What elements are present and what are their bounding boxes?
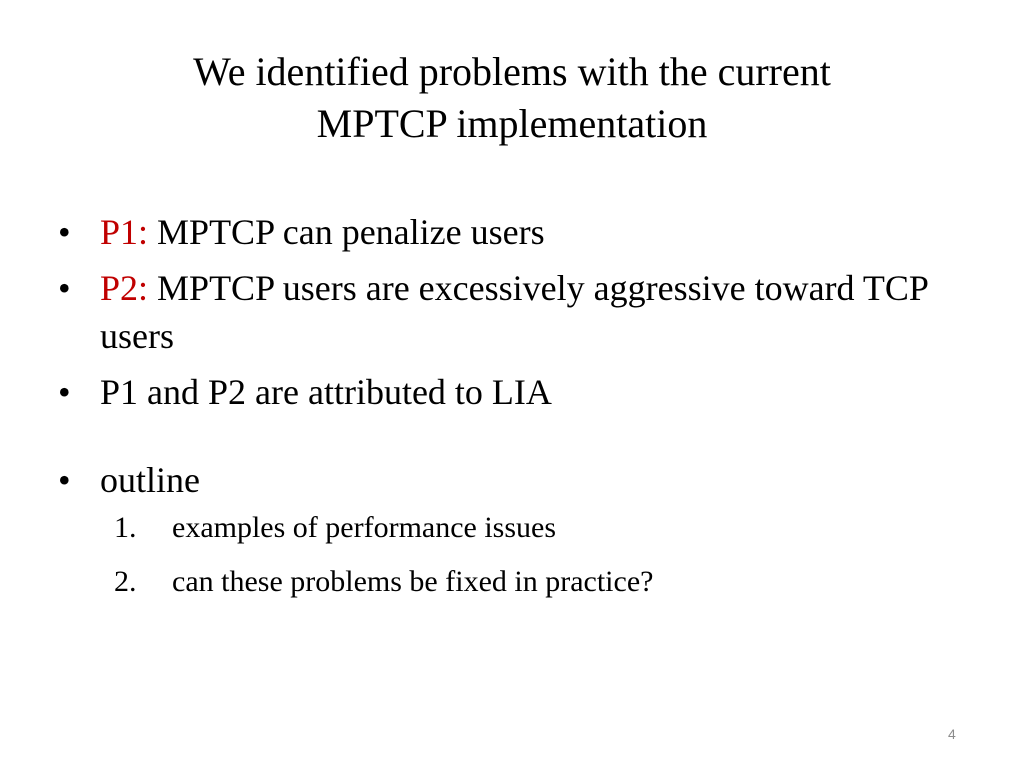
- bullet-item-p1: [58, 208, 958, 256]
- page-number: 4: [948, 726, 956, 742]
- outline-item: [100, 508, 958, 548]
- title-line: MPTCP implementation: [316, 101, 708, 146]
- problem-tag: P2:: [100, 268, 149, 308]
- bullet-item-attribution: [58, 368, 958, 416]
- outline-item-text: can these problems be fixed in practice?: [172, 565, 654, 598]
- bullet-text: MPTCP users are excessively aggressive toward TCP users: [100, 268, 928, 356]
- outline-list: [100, 508, 958, 602]
- bullet-icon: •: [58, 212, 71, 252]
- bullet-list: [58, 208, 958, 602]
- outline-item-number: 2.: [114, 565, 137, 598]
- bullet-icon: •: [58, 460, 71, 500]
- bullet-text: P1 and P2 are attributed to LIA: [100, 372, 552, 412]
- problem-tag: P1:: [100, 212, 149, 252]
- slide-title: [100, 46, 924, 150]
- outline-item-text: examples of performance issues: [172, 511, 557, 544]
- bullet-icon: •: [58, 268, 71, 308]
- bullet-item-outline: [58, 456, 958, 602]
- bullet-icon: •: [58, 372, 71, 412]
- outline-item: [100, 562, 958, 602]
- bullet-text: MPTCP can penalize users: [148, 212, 545, 252]
- bullet-item-p2: [58, 264, 958, 360]
- bullet-text: outline: [100, 460, 200, 500]
- outline-item-number: 1.: [114, 511, 137, 544]
- title-line: We identified problems with the current: [193, 49, 831, 94]
